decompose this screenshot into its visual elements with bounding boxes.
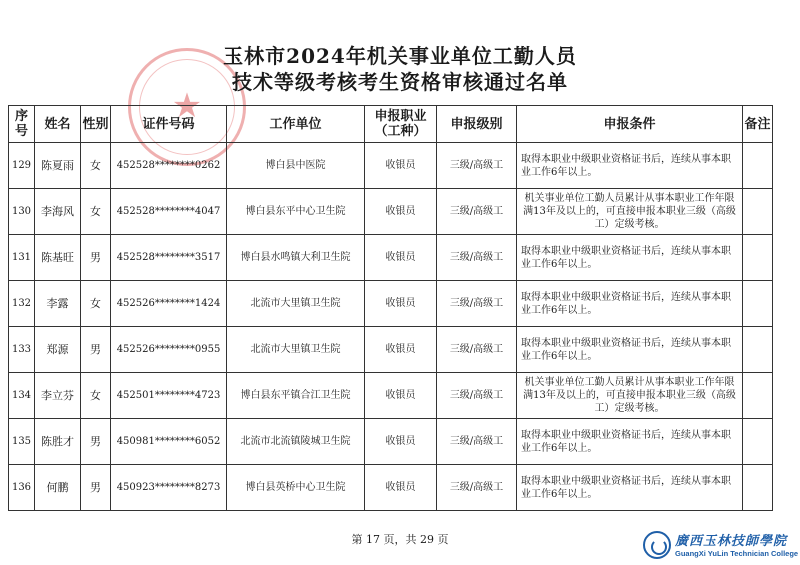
cell-job: 收银员 [365, 327, 437, 373]
document-title-line2: 技术等级考核考生资格审核通过名单 [232, 70, 568, 94]
cell-id: 450923********8273 [111, 465, 227, 511]
cell-unit: 北流市北流镇陵城卫生院 [227, 419, 365, 465]
cell-id: 452526********0955 [111, 327, 227, 373]
cell-gender: 女 [81, 143, 111, 189]
college-emblem-icon [643, 531, 671, 559]
table-header-row [9, 106, 773, 143]
cell-condition: 取得本职业中级职业资格证书后，连续从事本职业工作6年以上。 [517, 281, 743, 327]
cell-seq: 136 [9, 465, 35, 511]
cell-unit: 博白县中医院 [227, 143, 365, 189]
table-row [9, 373, 773, 419]
header-note: 备注 [743, 106, 773, 143]
cell-job: 收银员 [365, 143, 437, 189]
cell-gender: 女 [81, 189, 111, 235]
college-logo [643, 530, 799, 562]
cell-seq: 131 [9, 235, 35, 281]
cell-unit: 博白县水鸣镇大利卫生院 [227, 235, 365, 281]
cell-unit: 博白县东平中心卫生院 [227, 189, 365, 235]
cell-note [743, 465, 773, 511]
cell-level: 三级/高级工 [437, 465, 517, 511]
cell-name: 何鹏 [35, 465, 81, 511]
table-row [9, 419, 773, 465]
cell-gender: 男 [81, 327, 111, 373]
candidate-table [8, 105, 773, 511]
table-row [9, 189, 773, 235]
cell-gender: 男 [81, 235, 111, 281]
cell-name: 李立芬 [35, 373, 81, 419]
cell-unit: 博白县英桥中心卫生院 [227, 465, 365, 511]
page-number: 第 17 页，共 29 页 [351, 533, 449, 546]
cell-level: 三级/高级工 [437, 143, 517, 189]
header-gender: 性别 [81, 106, 111, 143]
cell-seq: 135 [9, 419, 35, 465]
cell-note [743, 419, 773, 465]
cell-id: 452501********4723 [111, 373, 227, 419]
document-title-line1: 玉林市2024年机关事业单位工勤人员 [223, 44, 577, 68]
header-level: 申报级别 [437, 106, 517, 143]
cell-job: 收银员 [365, 235, 437, 281]
table-row [9, 327, 773, 373]
cell-unit: 北流市大里镇卫生院 [227, 327, 365, 373]
table-row [9, 281, 773, 327]
cell-level: 三级/高级工 [437, 327, 517, 373]
cell-unit: 博白县东平镇合江卫生院 [227, 373, 365, 419]
header-id: 证件号码 [111, 106, 227, 143]
cell-condition: 取得本职业中级职业资格证书后，连续从事本职业工作6年以上。 [517, 143, 743, 189]
seal-star-icon: ★ [171, 86, 203, 126]
cell-id: 452526********1424 [111, 281, 227, 327]
cell-gender: 女 [81, 281, 111, 327]
cell-note [743, 327, 773, 373]
cell-gender: 男 [81, 465, 111, 511]
cell-unit: 北流市大里镇卫生院 [227, 281, 365, 327]
cell-note [743, 235, 773, 281]
header-job: 申报职业（工种） [365, 106, 437, 143]
cell-seq: 134 [9, 373, 35, 419]
cell-condition: 机关事业单位工勤人员累计从事本职业工作年限满13年及以上的，可直接申报本职业三级（高级工）定级考核。 [517, 189, 743, 235]
cell-name: 陈胜才 [35, 419, 81, 465]
cell-condition: 取得本职业中级职业资格证书后，连续从事本职业工作6年以上。 [517, 465, 743, 511]
cell-name: 陈夏雨 [35, 143, 81, 189]
cell-level: 三级/高级工 [437, 235, 517, 281]
cell-level: 三级/高级工 [437, 419, 517, 465]
cell-level: 三级/高级工 [437, 189, 517, 235]
cell-name: 李海风 [35, 189, 81, 235]
cell-name: 陈基旺 [35, 235, 81, 281]
table-row [9, 143, 773, 189]
cell-job: 收银员 [365, 465, 437, 511]
cell-level: 三级/高级工 [437, 281, 517, 327]
header-seq: 序号 [9, 106, 35, 143]
cell-note [743, 189, 773, 235]
cell-job: 收银员 [365, 281, 437, 327]
header-name: 姓名 [35, 106, 81, 143]
cell-level: 三级/高级工 [437, 373, 517, 419]
table-row [9, 235, 773, 281]
cell-note [743, 373, 773, 419]
cell-id: 452528********3517 [111, 235, 227, 281]
college-name-cn: 廣西玉林技師學院 [675, 534, 788, 549]
table-row [9, 465, 773, 511]
cell-condition: 机关事业单位工勤人员累计从事本职业工作年限满13年及以上的，可直接申报本职业三级（高级工）定级考核。 [517, 373, 743, 419]
cell-job: 收银员 [365, 373, 437, 419]
cell-name: 李露 [35, 281, 81, 327]
cell-job: 收银员 [365, 189, 437, 235]
cell-gender: 女 [81, 373, 111, 419]
cell-seq: 130 [9, 189, 35, 235]
cell-seq: 132 [9, 281, 35, 327]
header-unit: 工作单位 [227, 106, 365, 143]
cell-note [743, 281, 773, 327]
cell-condition: 取得本职业中级职业资格证书后，连续从事本职业工作6年以上。 [517, 235, 743, 281]
cell-seq: 133 [9, 327, 35, 373]
cell-job: 收银员 [365, 419, 437, 465]
cell-name: 郑源 [35, 327, 81, 373]
cell-gender: 男 [81, 419, 111, 465]
cell-seq: 129 [9, 143, 35, 189]
cell-id: 452528********4047 [111, 189, 227, 235]
cell-note [743, 143, 773, 189]
college-name-en: GuangXi YuLin Technician College [675, 549, 799, 558]
cell-condition: 取得本职业中级职业资格证书后，连续从事本职业工作6年以上。 [517, 327, 743, 373]
cell-id: 452528********0262 [111, 143, 227, 189]
cell-condition: 取得本职业中级职业资格证书后，连续从事本职业工作6年以上。 [517, 419, 743, 465]
cell-id: 450981********6052 [111, 419, 227, 465]
header-condition: 申报条件 [517, 106, 743, 143]
